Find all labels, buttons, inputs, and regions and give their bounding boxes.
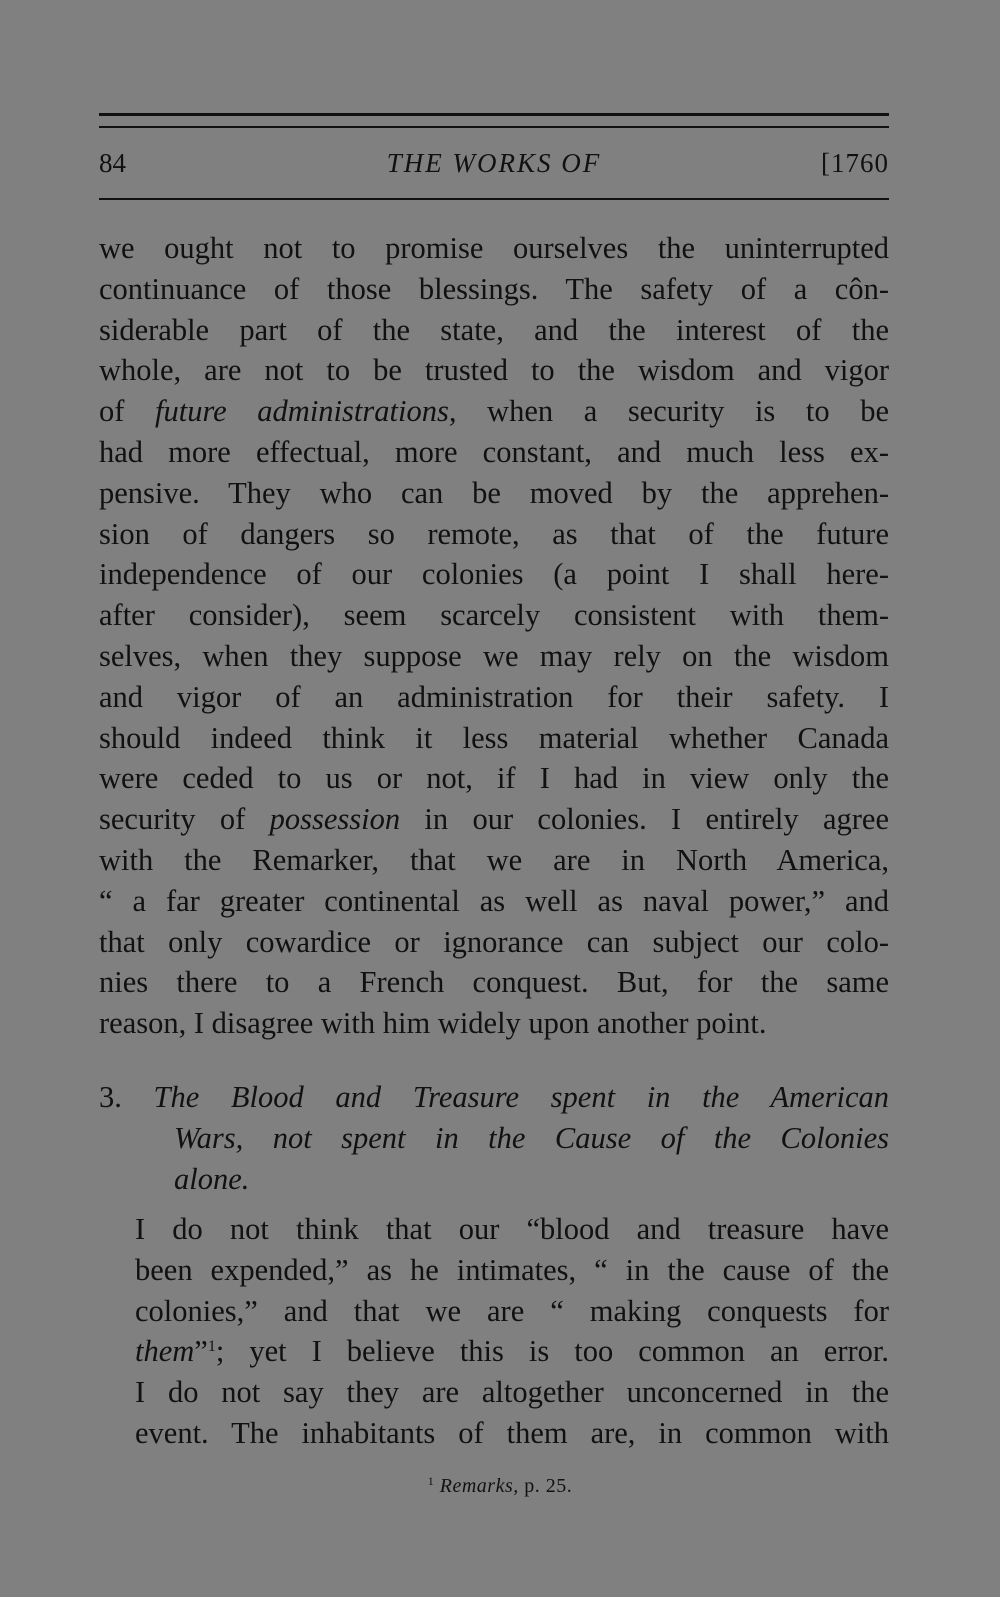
running-title: THE WORKS OF bbox=[386, 148, 602, 178]
section-number: 3. bbox=[99, 1080, 122, 1114]
footnote-reference: 1 bbox=[207, 1338, 216, 1356]
heading-line: alone. bbox=[174, 1162, 250, 1196]
text-line: continuance of those blessings. The safety of a côn- bbox=[99, 271, 889, 306]
text-segment: of bbox=[99, 394, 155, 429]
text-line: were ceded to us or not, if I had in view only the bbox=[99, 761, 889, 796]
running-head bbox=[99, 148, 889, 184]
text-line: been expended,” as he intimates, “ in the cause of the bbox=[135, 1252, 889, 1287]
text-line: should indeed think it less material whether Canada bbox=[99, 720, 889, 755]
text-line: pensive. They who can be moved by the apprehen- bbox=[99, 475, 889, 510]
header-rule bbox=[99, 198, 889, 200]
emphasis: them bbox=[135, 1334, 195, 1369]
footnote-page: p. 25. bbox=[518, 1475, 573, 1497]
text-line: event. The inhabitants of them are, in common with bbox=[135, 1415, 889, 1450]
text-line: after consider), seem scarcely consistent with them- bbox=[99, 598, 889, 633]
text-segment: ; yet I believe this is too common an error. bbox=[215, 1334, 889, 1369]
running-year: [1760 bbox=[821, 148, 889, 178]
emphasis: future administrations, bbox=[155, 394, 457, 429]
text-line: “ a far greater continental as well as naval power,” and bbox=[99, 883, 889, 918]
body-paragraph-1 bbox=[99, 228, 889, 1044]
text-segment: when a security is to be bbox=[456, 394, 889, 429]
text-segment: ” bbox=[194, 1334, 208, 1369]
text-line: nies there to a French conquest. But, for the same bbox=[99, 965, 889, 1000]
text-line: we ought not to promise ourselves the uninterrupted bbox=[99, 231, 889, 265]
text-line: selves, when they suppose we may rely on the wisdom bbox=[99, 638, 889, 673]
footnote bbox=[0, 1475, 1000, 1498]
top-rule-thin bbox=[99, 126, 889, 128]
emphasis: possession bbox=[269, 802, 401, 837]
text-line: sion of dangers so remote, as that of the future bbox=[99, 516, 889, 551]
text-line: and vigor of an administration for their safety. I bbox=[99, 679, 889, 714]
text-line: siderable part of the state, and the interest of the bbox=[99, 312, 889, 347]
footnote-source: Remarks, bbox=[439, 1475, 519, 1497]
top-rule-thick bbox=[99, 113, 889, 116]
text-line: had more effectual, more constant, and much less ex- bbox=[99, 434, 889, 469]
text-line: reason, I disagree with him widely upon another point. bbox=[99, 1006, 767, 1041]
text-line bbox=[99, 799, 889, 840]
text-line: I do not think that our “blood and treasure have bbox=[135, 1212, 889, 1246]
heading-line bbox=[99, 1077, 889, 1118]
text-line: independence of our colonies (a point I shall here- bbox=[99, 557, 889, 592]
body-paragraph-2 bbox=[99, 1209, 889, 1454]
page-number: 84 bbox=[99, 148, 126, 178]
section-heading bbox=[99, 1077, 889, 1200]
footnote-marker: 1 bbox=[427, 1474, 435, 1488]
text-line: whole, are not to be trusted to the wisdom and vigor bbox=[99, 353, 889, 388]
text-line bbox=[99, 1331, 889, 1372]
text-segment: security of bbox=[99, 802, 270, 837]
text-line: with the Remarker, that we are in North America, bbox=[99, 842, 889, 877]
heading-text: The Blood and Treasure spent in the American bbox=[153, 1080, 889, 1114]
heading-line: Wars, not spent in the Cause of the Colonies bbox=[174, 1121, 889, 1155]
text-line: that only cowardice or ignorance can subject our colo- bbox=[99, 924, 889, 959]
text-line: colonies,” and that we are “ making conquests for bbox=[135, 1293, 889, 1328]
text-line bbox=[99, 391, 889, 432]
text-segment: in our colonies. I entirely agree bbox=[400, 802, 889, 837]
text-line: I do not say they are altogether unconcerned in the bbox=[135, 1375, 889, 1410]
